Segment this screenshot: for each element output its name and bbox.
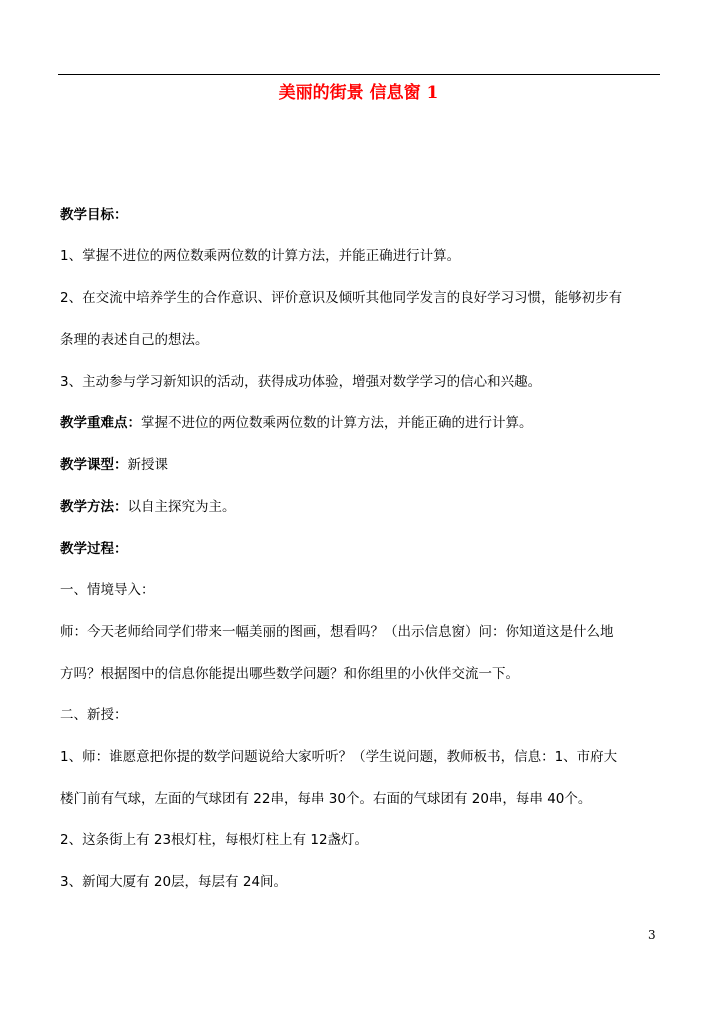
process-heading: 教学过程： <box>60 541 128 557</box>
objective-2-line-1: 2、在交流中培养学生的合作意识、评价意识及倾听其他同学发言的良好学习习惯，能够初步有 <box>60 290 623 306</box>
objective-1: 1、掌握不进位的两位数乘两位数的计算方法，并能正确进行计算。 <box>60 248 461 264</box>
header-rule <box>58 74 660 75</box>
teacher-line-1: 师：今天老师给同学们带来一幅美丽的图画，想看吗？（出示信息窗）问：你知道这是什么地 <box>60 624 614 640</box>
section-2-heading: 二、新授： <box>60 707 128 723</box>
item-3: 3、新闻大厦有 20层，每层有 24间。 <box>60 874 288 890</box>
document-title: 美丽的街景 信息窗 1 <box>278 83 439 103</box>
objectives-heading: 教学目标： <box>60 207 128 223</box>
method-text: 以自主探究为主。 <box>127 499 236 515</box>
objective-3: 3、主动参与学习新知识的活动，获得成功体验，增强对数学学习的信心和兴趣。 <box>60 374 542 390</box>
lesson-type-text: 新授课 <box>127 457 168 473</box>
teacher-line-2: 方吗？根据图中的信息你能提出哪些数学问题？和你组里的小伙伴交流一下。 <box>60 666 519 682</box>
lesson-type-label: 教学课型： <box>60 457 128 473</box>
page-number: 3 <box>648 928 656 942</box>
item-1-line-1: 1、师：谁愿意把你提的数学问题说给大家听听？（学生说问题，教师板书，信息：1、市府大 <box>60 749 618 765</box>
teaching-method <box>60 498 236 516</box>
key-points-label: 教学重难点： <box>60 415 141 431</box>
key-points-text: 掌握不进位的两位数乘两位数的计算方法，并能正确的进行计算。 <box>141 415 533 431</box>
section-1-heading: 一、情境导入： <box>60 582 155 598</box>
item-2: 2、这条街上有 23根灯柱，每根灯柱上有 12盏灯。 <box>60 832 369 848</box>
item-1-line-2: 楼门前有气球，左面的气球团有 22串，每串 30个。右面的气球团有 20串，每串 40个。 <box>60 791 592 807</box>
objective-2-line-2: 条理的表述自己的想法。 <box>60 332 209 348</box>
lesson-type <box>60 456 168 474</box>
key-points <box>60 414 533 432</box>
method-label: 教学方法： <box>60 499 128 515</box>
